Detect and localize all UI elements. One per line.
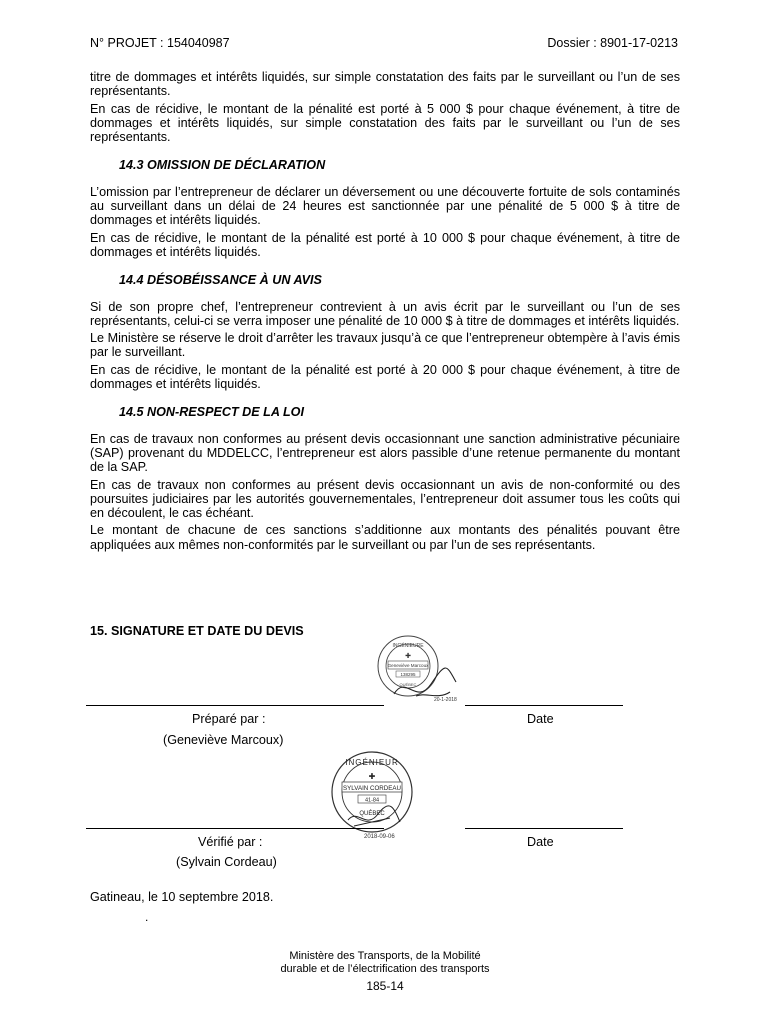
subsection-heading-14-4: 14.4 DÉSOBÉISSANCE À UN AVIS: [119, 273, 322, 288]
body-text: [90, 70, 680, 555]
svg-text:✚: ✚: [405, 653, 411, 660]
paragraph: L’omission par l’entrepreneur de déclarer un déversement ou une découverte fortuite de sols contaminés au surveillant dans un délai de 24 heures est sanctionnée par une pénalité de 5 000 $ à titre de dommages et intérêts liquidés.: [90, 184, 680, 228]
section-heading-15: 15. SIGNATURE ET DATE DU DEVIS: [90, 624, 304, 638]
engineer-seal-stamp: [328, 748, 418, 840]
seal-title: INGÉNIEUR: [345, 758, 399, 767]
seal-graphic: [328, 748, 418, 840]
dossier-number: Dossier : 8901-17-0213: [547, 36, 678, 50]
date-line-verified: [465, 828, 623, 829]
subsection-heading-14-3: 14.3 OMISSION DE DÉCLARATION: [119, 158, 326, 173]
date-label: Date: [527, 835, 554, 849]
paragraph: En cas de récidive, le montant de la pénalité est porté à 20 000 $ pour chaque événement, à titre de dommages et intérêts liquidés.: [90, 362, 680, 392]
seal-bottom: QUÉBEC: [359, 811, 385, 817]
subsection-heading-14-5: 14.5 NON-RESPECT DE LA LOI: [119, 405, 304, 420]
footer-ministry-line1: Ministère des Transports, de la Mobilité: [289, 950, 481, 962]
page-number: 185-14: [366, 979, 404, 993]
date-line-prepared: [465, 705, 623, 706]
prepared-by-name: (Geneviève Marcoux): [163, 733, 284, 747]
seal-number: 138295: [400, 672, 416, 677]
svg-text:INGÉNIEURE: INGÉNIEURE: [392, 643, 424, 649]
verified-by-label: Vérifié par :: [198, 835, 263, 849]
paragraph: Le montant de chacune de ces sanctions s’additionne aux montants des pénalités pouvant être appliquées aux mêmes non-conformités par le surveillant ou par l’un de ses représentants.: [90, 523, 680, 552]
paragraph: En cas de récidive, le montant de la pénalité est porté à 5 000 $ pour chaque événement, à titre de dommages et intérêts liquidés, sur simple constatation des faits par le surveillant ou l’un de ses représentants.: [90, 101, 680, 145]
date-label: Date: [527, 712, 554, 726]
footer-ministry-line2: durable et de l’électrification des transports: [280, 963, 490, 975]
signature-line-prepared: [86, 705, 384, 706]
seal-date: 2018-09-06: [364, 834, 395, 840]
seal-name: SYLVAIN CORDEAU: [343, 785, 401, 792]
engineer-seal-stamp: [376, 634, 462, 704]
paragraph: En cas de récidive, le montant de la pénalité est porté à 10 000 $ pour chaque événement, à titre de dommages et intérêts liquidés.: [90, 230, 680, 259]
svg-text:✚: ✚: [368, 772, 376, 781]
place-and-date: Gatineau, le 10 septembre 2018.: [90, 890, 274, 904]
signature-line-verified: [86, 828, 384, 829]
seal-graphic: [376, 634, 462, 704]
project-number: N° PROJET : 154040987: [90, 36, 230, 50]
paragraph: Le Ministère se réserve le droit d’arrêter les travaux jusqu’à ce que l’entrepreneur obtempère à l’avis émis par le surveillant.: [90, 331, 680, 360]
stray-dot: .: [145, 910, 149, 924]
seal-number: 41-84: [364, 797, 380, 804]
verified-by-name: (Sylvain Cordeau): [176, 855, 277, 869]
svg-text:QUÉBEC: QUÉBEC: [399, 682, 417, 687]
seal-name: Geneviève Marcoux: [387, 663, 429, 668]
seal-date: 20-1-2018: [434, 697, 457, 703]
paragraph: En cas de travaux non conformes au présent devis occasionnant un avis de non-conformité ou des poursuites judiciaires par les autorités gouvernementales, l’entrepreneur doit assumer tous les coûts qui en découlent, le cas échéant.: [90, 477, 680, 521]
prepared-by-label: Préparé par :: [192, 712, 266, 726]
paragraph: Si de son propre chef, l’entrepreneur contrevient à un avis écrit par le surveillant ou l’un de ses représentants, celui-ci se verra imposer une pénalité de 10 000 $ à titre de dommages et intérêts liquidés.: [90, 299, 680, 328]
paragraph: En cas de travaux non conformes au présent devis occasionnant une sanction administrative pécuniaire (SAP) provenant du MDDELCC, l’entrepreneur est alors passible d’une retenue permanente du montant de la SAP.: [90, 431, 680, 475]
paragraph: titre de dommages et intérêts liquidés, sur simple constatation des faits par le surveillant ou l’un de ses représentants.: [90, 70, 680, 99]
